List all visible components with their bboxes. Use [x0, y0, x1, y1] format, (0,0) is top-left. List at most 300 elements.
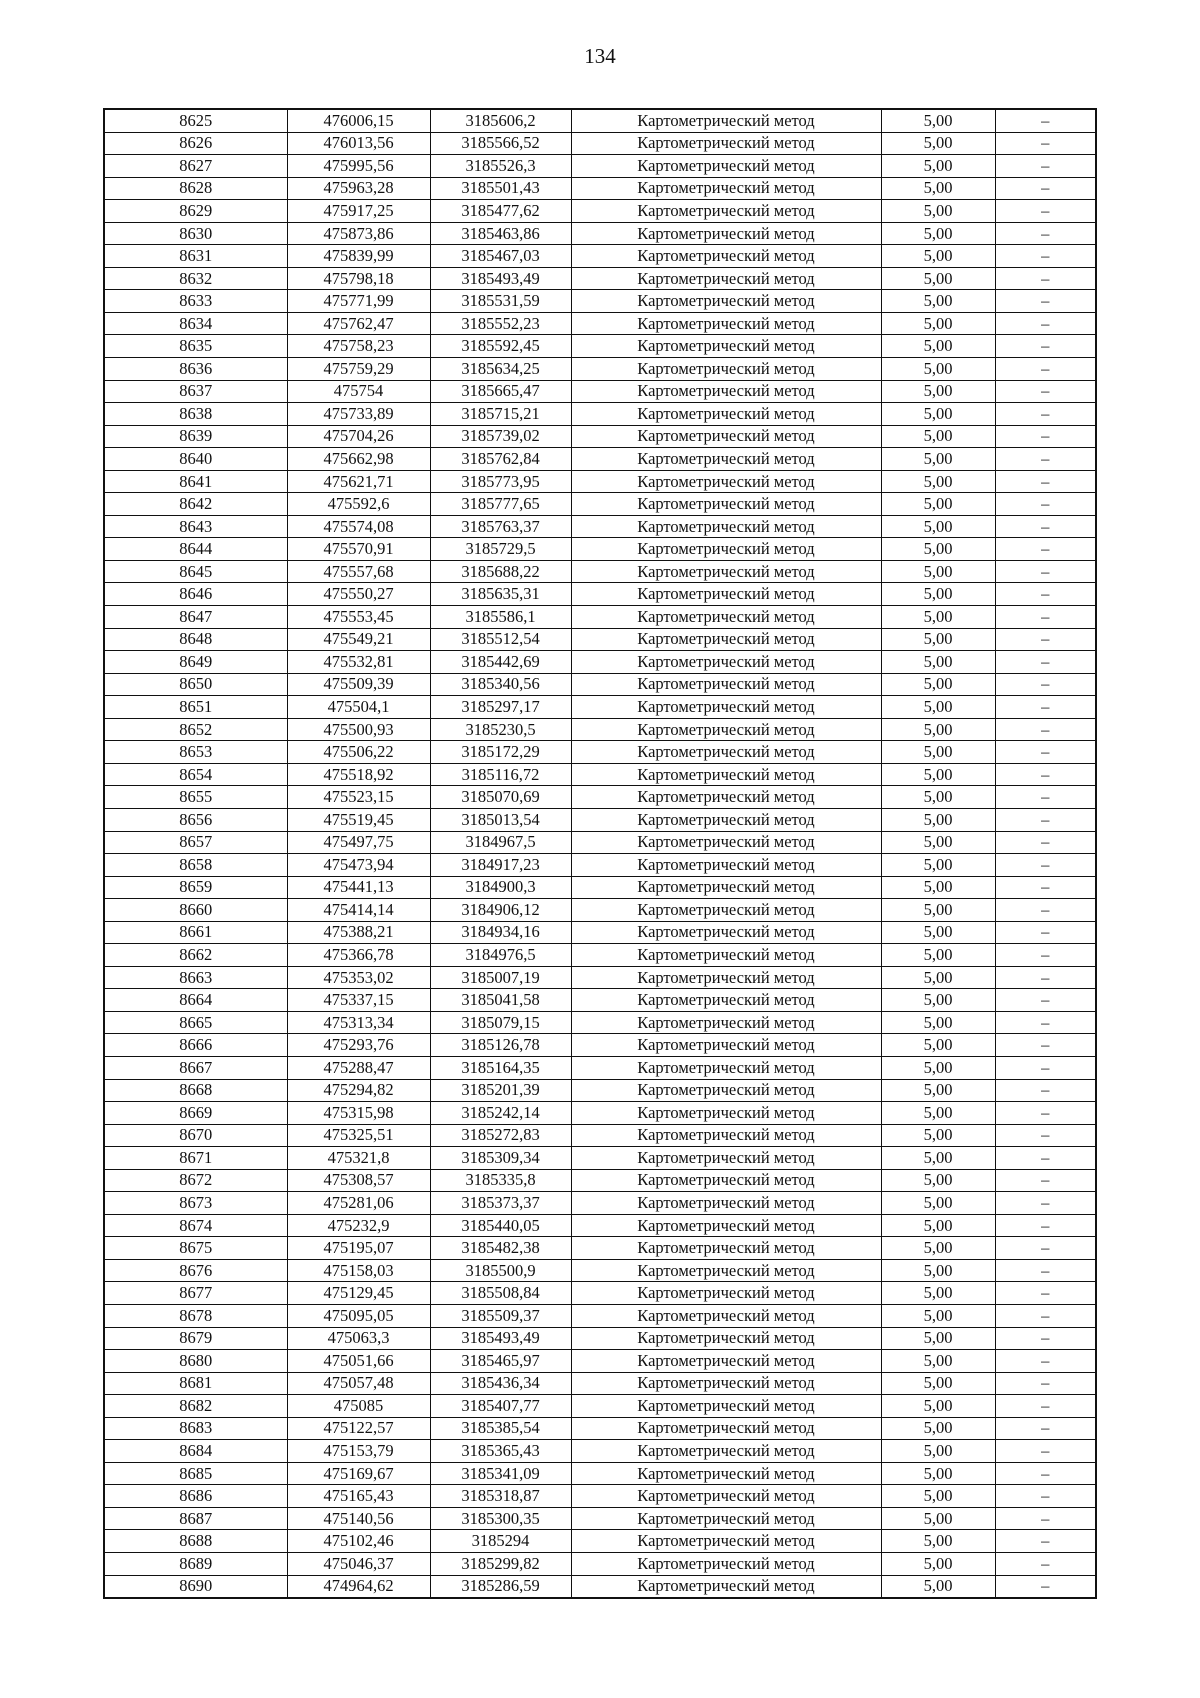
description-cell: –: [995, 1304, 1096, 1327]
description-cell: –: [995, 538, 1096, 561]
x-coordinate-cell: 475518,92: [287, 763, 430, 786]
table-row: [104, 1237, 1096, 1260]
point-number-cell: 8675: [104, 1237, 287, 1260]
method-cell: Картометрический метод: [571, 989, 881, 1012]
method-cell: Картометрический метод: [571, 403, 881, 426]
point-number-cell: 8685: [104, 1462, 287, 1485]
x-coordinate-cell: 475574,08: [287, 515, 430, 538]
description-cell: –: [995, 944, 1096, 967]
accuracy-cell: 5,00: [881, 1575, 995, 1598]
point-number-cell: 8634: [104, 312, 287, 335]
y-coordinate-cell: 3184917,23: [430, 854, 571, 877]
table-row: [104, 222, 1096, 245]
method-cell: Картометрический метод: [571, 538, 881, 561]
point-number-cell: 8665: [104, 1011, 287, 1034]
description-cell: –: [995, 1530, 1096, 1553]
y-coordinate-cell: 3185164,35: [430, 1056, 571, 1079]
accuracy-cell: 5,00: [881, 1485, 995, 1508]
x-coordinate-cell: 475754: [287, 380, 430, 403]
point-number-cell: 8636: [104, 358, 287, 381]
description-cell: –: [995, 786, 1096, 809]
point-number-cell: 8628: [104, 177, 287, 200]
point-number-cell: 8686: [104, 1485, 287, 1508]
point-number-cell: 8668: [104, 1079, 287, 1102]
table-row: [104, 1507, 1096, 1530]
accuracy-cell: 5,00: [881, 312, 995, 335]
accuracy-cell: 5,00: [881, 1102, 995, 1125]
method-cell: Картометрический метод: [571, 1350, 881, 1373]
accuracy-cell: 5,00: [881, 876, 995, 899]
description-cell: –: [995, 741, 1096, 764]
table-row: [104, 989, 1096, 1012]
table-row: [104, 1553, 1096, 1576]
method-cell: Картометрический метод: [571, 493, 881, 516]
accuracy-cell: 5,00: [881, 560, 995, 583]
point-number-cell: 8648: [104, 628, 287, 651]
table-row: [104, 1575, 1096, 1598]
method-cell: Картометрический метод: [571, 583, 881, 606]
accuracy-cell: 5,00: [881, 1259, 995, 1282]
method-cell: Картометрический метод: [571, 245, 881, 268]
point-number-cell: 8630: [104, 222, 287, 245]
x-coordinate-cell: 475232,9: [287, 1214, 430, 1237]
y-coordinate-cell: 3185508,84: [430, 1282, 571, 1305]
table-row: [104, 245, 1096, 268]
method-cell: Картометрический метод: [571, 177, 881, 200]
point-number-cell: 8652: [104, 718, 287, 741]
description-cell: –: [995, 1575, 1096, 1598]
y-coordinate-cell: 3185777,65: [430, 493, 571, 516]
method-cell: Картометрический метод: [571, 1056, 881, 1079]
method-cell: Картометрический метод: [571, 1034, 881, 1057]
y-coordinate-cell: 3185242,14: [430, 1102, 571, 1125]
y-coordinate-cell: 3185407,77: [430, 1395, 571, 1418]
accuracy-cell: 5,00: [881, 989, 995, 1012]
method-cell: Картометрический метод: [571, 109, 881, 132]
y-coordinate-cell: 3185309,34: [430, 1147, 571, 1170]
description-cell: –: [995, 1192, 1096, 1215]
description-cell: –: [995, 155, 1096, 178]
accuracy-cell: 5,00: [881, 1282, 995, 1305]
table-row: [104, 921, 1096, 944]
method-cell: Картометрический метод: [571, 267, 881, 290]
point-number-cell: 8661: [104, 921, 287, 944]
point-number-cell: 8684: [104, 1440, 287, 1463]
x-coordinate-cell: 475549,21: [287, 628, 430, 651]
point-number-cell: 8653: [104, 741, 287, 764]
table-row: [104, 358, 1096, 381]
table-row: [104, 1192, 1096, 1215]
method-cell: Картометрический метод: [571, 1395, 881, 1418]
table-row: [104, 673, 1096, 696]
accuracy-cell: 5,00: [881, 222, 995, 245]
accuracy-cell: 5,00: [881, 854, 995, 877]
description-cell: –: [995, 358, 1096, 381]
y-coordinate-cell: 3185635,31: [430, 583, 571, 606]
x-coordinate-cell: 475592,6: [287, 493, 430, 516]
x-coordinate-cell: 475313,34: [287, 1011, 430, 1034]
method-cell: Картометрический метод: [571, 876, 881, 899]
x-coordinate-cell: 475122,57: [287, 1417, 430, 1440]
accuracy-cell: 5,00: [881, 1395, 995, 1418]
accuracy-cell: 5,00: [881, 200, 995, 223]
point-number-cell: 8626: [104, 132, 287, 155]
point-number-cell: 8629: [104, 200, 287, 223]
accuracy-cell: 5,00: [881, 1237, 995, 1260]
x-coordinate-cell: 475497,75: [287, 831, 430, 854]
point-number-cell: 8660: [104, 899, 287, 922]
method-cell: Картометрический метод: [571, 1237, 881, 1260]
method-cell: Картометрический метод: [571, 854, 881, 877]
table-row: [104, 1372, 1096, 1395]
description-cell: –: [995, 515, 1096, 538]
accuracy-cell: 5,00: [881, 921, 995, 944]
method-cell: Картометрический метод: [571, 200, 881, 223]
description-cell: –: [995, 854, 1096, 877]
x-coordinate-cell: 475337,15: [287, 989, 430, 1012]
accuracy-cell: 5,00: [881, 741, 995, 764]
y-coordinate-cell: 3185126,78: [430, 1034, 571, 1057]
y-coordinate-cell: 3185365,43: [430, 1440, 571, 1463]
point-number-cell: 8677: [104, 1282, 287, 1305]
method-cell: Картометрический метод: [571, 1102, 881, 1125]
description-cell: –: [995, 177, 1096, 200]
x-coordinate-cell: 475140,56: [287, 1507, 430, 1530]
method-cell: Картометрический метод: [571, 741, 881, 764]
point-number-cell: 8681: [104, 1372, 287, 1395]
description-cell: –: [995, 290, 1096, 313]
point-number-cell: 8635: [104, 335, 287, 358]
x-coordinate-cell: 475473,94: [287, 854, 430, 877]
point-number-cell: 8669: [104, 1102, 287, 1125]
description-cell: –: [995, 1124, 1096, 1147]
table-row: [104, 403, 1096, 426]
point-number-cell: 8674: [104, 1214, 287, 1237]
table-row: [104, 1147, 1096, 1170]
x-coordinate-cell: 475293,76: [287, 1034, 430, 1057]
point-number-cell: 8644: [104, 538, 287, 561]
point-number-cell: 8663: [104, 966, 287, 989]
y-coordinate-cell: 3185300,35: [430, 1507, 571, 1530]
y-coordinate-cell: 3185385,54: [430, 1417, 571, 1440]
point-number-cell: 8666: [104, 1034, 287, 1057]
y-coordinate-cell: 3185586,1: [430, 606, 571, 629]
point-number-cell: 8678: [104, 1304, 287, 1327]
method-cell: Картометрический метод: [571, 1011, 881, 1034]
description-cell: –: [995, 1282, 1096, 1305]
table-row: [104, 1102, 1096, 1125]
y-coordinate-cell: 3185172,29: [430, 741, 571, 764]
description-cell: –: [995, 109, 1096, 132]
point-number-cell: 8667: [104, 1056, 287, 1079]
method-cell: Картометрический метод: [571, 696, 881, 719]
point-number-cell: 8632: [104, 267, 287, 290]
table-row: [104, 560, 1096, 583]
x-coordinate-cell: 475917,25: [287, 200, 430, 223]
x-coordinate-cell: 475063,3: [287, 1327, 430, 1350]
method-cell: Картометрический метод: [571, 1575, 881, 1598]
accuracy-cell: 5,00: [881, 267, 995, 290]
description-cell: –: [995, 200, 1096, 223]
x-coordinate-cell: 475321,8: [287, 1147, 430, 1170]
y-coordinate-cell: 3185512,54: [430, 628, 571, 651]
x-coordinate-cell: 475441,13: [287, 876, 430, 899]
description-cell: –: [995, 403, 1096, 426]
y-coordinate-cell: 3185079,15: [430, 1011, 571, 1034]
y-coordinate-cell: 3185493,49: [430, 1327, 571, 1350]
x-coordinate-cell: 475195,07: [287, 1237, 430, 1260]
x-coordinate-cell: 475553,45: [287, 606, 430, 629]
coordinates-table: [103, 108, 1097, 1599]
y-coordinate-cell: 3185272,83: [430, 1124, 571, 1147]
coordinates-table-wrap: [103, 108, 1095, 1599]
method-cell: Картометрический метод: [571, 1214, 881, 1237]
table-row: [104, 1034, 1096, 1057]
point-number-cell: 8672: [104, 1169, 287, 1192]
table-row: [104, 628, 1096, 651]
point-number-cell: 8671: [104, 1147, 287, 1170]
table-row: [104, 1124, 1096, 1147]
description-cell: –: [995, 1553, 1096, 1576]
description-cell: –: [995, 763, 1096, 786]
table-row: [104, 1259, 1096, 1282]
method-cell: Картометрический метод: [571, 1304, 881, 1327]
x-coordinate-cell: 475294,82: [287, 1079, 430, 1102]
point-number-cell: 8639: [104, 425, 287, 448]
accuracy-cell: 5,00: [881, 696, 995, 719]
method-cell: Картометрический метод: [571, 1169, 881, 1192]
accuracy-cell: 5,00: [881, 1169, 995, 1192]
description-cell: –: [995, 312, 1096, 335]
table-row: [104, 718, 1096, 741]
accuracy-cell: 5,00: [881, 1553, 995, 1576]
description-cell: –: [995, 1395, 1096, 1418]
y-coordinate-cell: 3185739,02: [430, 425, 571, 448]
accuracy-cell: 5,00: [881, 155, 995, 178]
y-coordinate-cell: 3185041,58: [430, 989, 571, 1012]
description-cell: –: [995, 425, 1096, 448]
x-coordinate-cell: 475129,45: [287, 1282, 430, 1305]
x-coordinate-cell: 476006,15: [287, 109, 430, 132]
method-cell: Картометрический метод: [571, 132, 881, 155]
x-coordinate-cell: 475095,05: [287, 1304, 430, 1327]
y-coordinate-cell: 3185592,45: [430, 335, 571, 358]
method-cell: Картометрический метод: [571, 312, 881, 335]
method-cell: Картометрический метод: [571, 831, 881, 854]
y-coordinate-cell: 3185773,95: [430, 470, 571, 493]
accuracy-cell: 5,00: [881, 899, 995, 922]
accuracy-cell: 5,00: [881, 1079, 995, 1102]
x-coordinate-cell: 475798,18: [287, 267, 430, 290]
point-number-cell: 8651: [104, 696, 287, 719]
point-number-cell: 8633: [104, 290, 287, 313]
y-coordinate-cell: 3185299,82: [430, 1553, 571, 1576]
accuracy-cell: 5,00: [881, 515, 995, 538]
table-row: [104, 448, 1096, 471]
description-cell: –: [995, 1350, 1096, 1373]
table-row: [104, 854, 1096, 877]
description-cell: –: [995, 267, 1096, 290]
description-cell: –: [995, 921, 1096, 944]
method-cell: Картометрический метод: [571, 944, 881, 967]
y-coordinate-cell: 3185341,09: [430, 1462, 571, 1485]
description-cell: –: [995, 380, 1096, 403]
x-coordinate-cell: 475519,45: [287, 808, 430, 831]
point-number-cell: 8690: [104, 1575, 287, 1598]
accuracy-cell: 5,00: [881, 1350, 995, 1373]
point-number-cell: 8649: [104, 651, 287, 674]
x-coordinate-cell: 475353,02: [287, 966, 430, 989]
point-number-cell: 8658: [104, 854, 287, 877]
table-row: [104, 1327, 1096, 1350]
method-cell: Картометрический метод: [571, 290, 881, 313]
accuracy-cell: 5,00: [881, 808, 995, 831]
accuracy-cell: 5,00: [881, 109, 995, 132]
accuracy-cell: 5,00: [881, 1214, 995, 1237]
x-coordinate-cell: 475704,26: [287, 425, 430, 448]
y-coordinate-cell: 3185531,59: [430, 290, 571, 313]
table-row: [104, 1169, 1096, 1192]
y-coordinate-cell: 3185335,8: [430, 1169, 571, 1192]
description-cell: –: [995, 470, 1096, 493]
accuracy-cell: 5,00: [881, 831, 995, 854]
y-coordinate-cell: 3185230,5: [430, 718, 571, 741]
accuracy-cell: 5,00: [881, 651, 995, 674]
point-number-cell: 8689: [104, 1553, 287, 1576]
method-cell: Картометрический метод: [571, 673, 881, 696]
x-coordinate-cell: 475165,43: [287, 1485, 430, 1508]
description-cell: –: [995, 222, 1096, 245]
y-coordinate-cell: 3185729,5: [430, 538, 571, 561]
method-cell: Картометрический метод: [571, 1553, 881, 1576]
x-coordinate-cell: 475759,29: [287, 358, 430, 381]
y-coordinate-cell: 3185493,49: [430, 267, 571, 290]
table-row: [104, 109, 1096, 132]
y-coordinate-cell: 3185566,52: [430, 132, 571, 155]
point-number-cell: 8627: [104, 155, 287, 178]
accuracy-cell: 5,00: [881, 1304, 995, 1327]
point-number-cell: 8645: [104, 560, 287, 583]
description-cell: –: [995, 335, 1096, 358]
point-number-cell: 8647: [104, 606, 287, 629]
table-row: [104, 944, 1096, 967]
point-number-cell: 8655: [104, 786, 287, 809]
description-cell: –: [995, 1237, 1096, 1260]
x-coordinate-cell: 475771,99: [287, 290, 430, 313]
method-cell: Картометрический метод: [571, 470, 881, 493]
x-coordinate-cell: 475085: [287, 1395, 430, 1418]
method-cell: Картометрический метод: [571, 1507, 881, 1530]
description-cell: –: [995, 651, 1096, 674]
description-cell: –: [995, 1259, 1096, 1282]
table-row: [104, 741, 1096, 764]
description-cell: –: [995, 606, 1096, 629]
table-row: [104, 1417, 1096, 1440]
method-cell: Картометрический метод: [571, 1079, 881, 1102]
y-coordinate-cell: 3185340,56: [430, 673, 571, 696]
point-number-cell: 8638: [104, 403, 287, 426]
accuracy-cell: 5,00: [881, 538, 995, 561]
table-row: [104, 1304, 1096, 1327]
method-cell: Картометрический метод: [571, 222, 881, 245]
y-coordinate-cell: 3185500,9: [430, 1259, 571, 1282]
point-number-cell: 8679: [104, 1327, 287, 1350]
y-coordinate-cell: 3185688,22: [430, 560, 571, 583]
method-cell: Картометрический метод: [571, 966, 881, 989]
x-coordinate-cell: 475315,98: [287, 1102, 430, 1125]
table-row: [104, 1350, 1096, 1373]
method-cell: Картометрический метод: [571, 515, 881, 538]
description-cell: –: [995, 132, 1096, 155]
y-coordinate-cell: 3184976,5: [430, 944, 571, 967]
y-coordinate-cell: 3185526,3: [430, 155, 571, 178]
description-cell: –: [995, 876, 1096, 899]
y-coordinate-cell: 3185763,37: [430, 515, 571, 538]
x-coordinate-cell: 475509,39: [287, 673, 430, 696]
point-number-cell: 8662: [104, 944, 287, 967]
point-number-cell: 8683: [104, 1417, 287, 1440]
method-cell: Картометрический метод: [571, 899, 881, 922]
accuracy-cell: 5,00: [881, 718, 995, 741]
table-row: [104, 583, 1096, 606]
point-number-cell: 8625: [104, 109, 287, 132]
table-row: [104, 1282, 1096, 1305]
x-coordinate-cell: 475281,06: [287, 1192, 430, 1215]
description-cell: –: [995, 1372, 1096, 1395]
accuracy-cell: 5,00: [881, 763, 995, 786]
x-coordinate-cell: 476013,56: [287, 132, 430, 155]
description-cell: –: [995, 560, 1096, 583]
table-row: [104, 763, 1096, 786]
table-row: [104, 876, 1096, 899]
table-row: [104, 786, 1096, 809]
description-cell: –: [995, 899, 1096, 922]
x-coordinate-cell: 474964,62: [287, 1575, 430, 1598]
point-number-cell: 8673: [104, 1192, 287, 1215]
description-cell: –: [995, 1485, 1096, 1508]
accuracy-cell: 5,00: [881, 628, 995, 651]
page-number: 134: [584, 44, 616, 68]
y-coordinate-cell: 3185070,69: [430, 786, 571, 809]
table-row: [104, 380, 1096, 403]
x-coordinate-cell: 475557,68: [287, 560, 430, 583]
description-cell: –: [995, 831, 1096, 854]
method-cell: Картометрический метод: [571, 1282, 881, 1305]
method-cell: Картометрический метод: [571, 718, 881, 741]
accuracy-cell: 5,00: [881, 470, 995, 493]
y-coordinate-cell: 3185318,87: [430, 1485, 571, 1508]
accuracy-cell: 5,00: [881, 1011, 995, 1034]
accuracy-cell: 5,00: [881, 1124, 995, 1147]
x-coordinate-cell: 475102,46: [287, 1530, 430, 1553]
description-cell: –: [995, 718, 1096, 741]
y-coordinate-cell: 3185201,39: [430, 1079, 571, 1102]
y-coordinate-cell: 3185501,43: [430, 177, 571, 200]
y-coordinate-cell: 3185715,21: [430, 403, 571, 426]
accuracy-cell: 5,00: [881, 1327, 995, 1350]
method-cell: Картометрический метод: [571, 1530, 881, 1553]
x-coordinate-cell: 475621,71: [287, 470, 430, 493]
y-coordinate-cell: 3185606,2: [430, 109, 571, 132]
x-coordinate-cell: 475500,93: [287, 718, 430, 741]
description-cell: –: [995, 1327, 1096, 1350]
x-coordinate-cell: 475051,66: [287, 1350, 430, 1373]
table-row: [104, 1440, 1096, 1463]
description-cell: –: [995, 1507, 1096, 1530]
y-coordinate-cell: 3185762,84: [430, 448, 571, 471]
y-coordinate-cell: 3185116,72: [430, 763, 571, 786]
description-cell: –: [995, 245, 1096, 268]
